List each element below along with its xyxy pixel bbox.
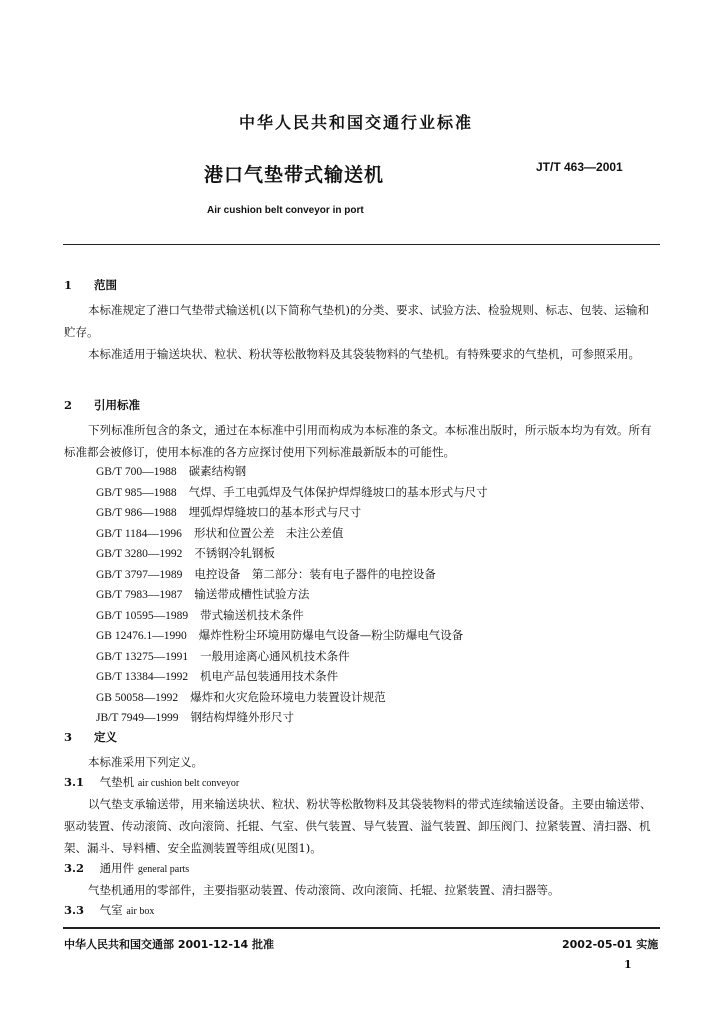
definition-3-1-text: 以气垫支承输送带，用来输送块状、粒状、粉状等松散物料及其袋装物料的带式连续输送设备。主要由输送带、驱动装置、传动滚筒、改向滚筒、托辊、气室、供气装置、导气装置、溢气装置、卸压阀门、拉紧装置、清扫器、机架、漏斗、导料槽、安全监测装置等组成(见图1)。 [64, 797, 652, 855]
reference-code: GB/T 986—1988 [96, 507, 177, 519]
definition-3-1-heading [64, 773, 660, 793]
definition-3-3-number: 3.3 [64, 903, 85, 917]
reference-item [96, 483, 488, 504]
definition-3-1-number: 3.1 [64, 775, 85, 789]
definition-3-3-heading [64, 901, 660, 921]
reference-code: GB/T 7983—1987 [96, 589, 183, 601]
reference-title: 气焊、手工电弧焊及气体保护焊焊缝坡口的基本形式与尺寸 [188, 484, 488, 499]
reference-title: 不锈钢冷轧钢板 [194, 546, 275, 560]
reference-code: JB/T 7949—1999 [96, 712, 179, 724]
standard-category-header: 中华人民共和国交通行业标准 [238, 113, 473, 132]
reference-item [96, 524, 488, 545]
reference-item [96, 647, 488, 668]
reference-title: 一般用途离心通风机技术条件 [200, 648, 350, 663]
section-1-paragraph-1: 本标准规定了港口气垫带式输送机(以下简称气垫机)的分类、要求、试验方法、检验规则、标志、包装、运输和贮存。 [64, 303, 649, 339]
normative-references-list [96, 462, 488, 729]
reference-code: GB/T 1184—1996 [96, 527, 182, 540]
reference-title: 形状和位置公差 未注公差值 [193, 525, 344, 540]
definition-3-2-text: 气垫机通用的零部件，主要指驱动装置、传动滚筒、改向滚筒、托辊、拉紧装置、清扫器等。 [88, 883, 560, 897]
reference-code: GB/T 3797—1989 [96, 568, 183, 581]
section-1-heading [64, 274, 660, 296]
reference-item [96, 606, 488, 627]
section-1 [64, 274, 660, 365]
reference-item [96, 565, 488, 586]
reference-code: GB/T 985—1988 [96, 486, 177, 499]
reference-code: GB/T 3280—1992 [96, 548, 183, 560]
definition-3-3-term-en: air box [126, 906, 155, 917]
reference-item [96, 667, 488, 688]
page-number: 1 [624, 958, 632, 971]
definition-3-1-term: 气垫机 [99, 775, 135, 789]
definition-3-2-number: 3.2 [64, 861, 85, 875]
reference-title: 电控设备 第二部分：装有电子器件的电控设备 [194, 566, 436, 581]
section-3 [64, 726, 660, 921]
reference-code: GB/T 700—1988 [96, 466, 177, 478]
definition-3-1-term-en: air cushion belt conveyor [137, 778, 240, 789]
document-title-cn: 港口气垫带式输送机 [204, 164, 385, 186]
reference-item [96, 626, 488, 647]
definition-3-2-term: 通用件 [99, 861, 135, 875]
section-1-title: 范围 [94, 278, 118, 292]
section-3-heading [64, 726, 660, 748]
reference-code: GB/T 10595—1989 [96, 609, 189, 622]
section-1-paragraph-2: 本标准适用于输送块状、粒状、粉状等松散物料及其袋装物料的气垫机。有特殊要求的气垫机，可参照采用。 [88, 347, 640, 361]
section-2-paragraph-1: 下列标准所包含的条文，通过在本标准中引用而构成为本标准的条文。本标准出版时，所示版本均为有效。所有标准都会被修订，使用本标准的各方应探讨使用下列标准最新版本的可能性。 [64, 423, 652, 459]
document-title-en: Air cushion belt conveyor in port [207, 205, 364, 216]
reference-code: GB/T 13384—1992 [96, 671, 189, 683]
definition-3-3-term: 气室 [99, 903, 123, 917]
section-2-number: 2 [64, 398, 73, 412]
reference-title: 爆炸性粉尘环境用防爆电气设备—粉尘防爆电气设备 [198, 628, 464, 642]
reference-item [96, 544, 488, 565]
standard-code: JT/T 463—2001 [536, 160, 623, 174]
section-3-title: 定义 [94, 730, 118, 744]
reference-code: GB/T 13275—1991 [96, 650, 189, 663]
section-3-number: 3 [64, 730, 73, 744]
section-2-heading [64, 394, 660, 416]
section-3-paragraph-1: 本标准采用下列定义。 [88, 755, 203, 769]
reference-item [96, 503, 488, 524]
reference-code: GB 12476.1—1990 [96, 630, 187, 642]
reference-item [96, 462, 488, 483]
footer-divider [63, 927, 660, 929]
reference-title: 爆炸和火灾危险环境电力装置设计规范 [190, 689, 386, 704]
reference-title: 碳素结构钢 [188, 464, 247, 478]
reference-title: 机电产品包装通用技术条件 [200, 669, 339, 683]
reference-title: 带式输送机技术条件 [200, 607, 304, 622]
header-divider [63, 244, 660, 245]
reference-title: 埋弧焊焊缝坡口的基本形式与尺寸 [188, 505, 362, 519]
section-2-title: 引用标准 [94, 398, 141, 412]
section-2 [64, 394, 660, 463]
implementation-date: 2002-05-01 实施 [562, 938, 659, 951]
definition-3-2-heading [64, 859, 660, 879]
approval-statement: 中华人民共和国交通部 2001-12-14 批准 [64, 938, 275, 951]
reference-item [96, 585, 488, 606]
reference-title: 钢结构焊缝外形尺寸 [190, 710, 295, 724]
definition-3-2-term-en: general parts [137, 864, 190, 875]
section-1-number: 1 [64, 278, 73, 292]
reference-item [96, 688, 488, 709]
reference-title: 输送带成槽性试验方法 [194, 587, 310, 601]
reference-code: GB 50058—1992 [96, 691, 179, 704]
